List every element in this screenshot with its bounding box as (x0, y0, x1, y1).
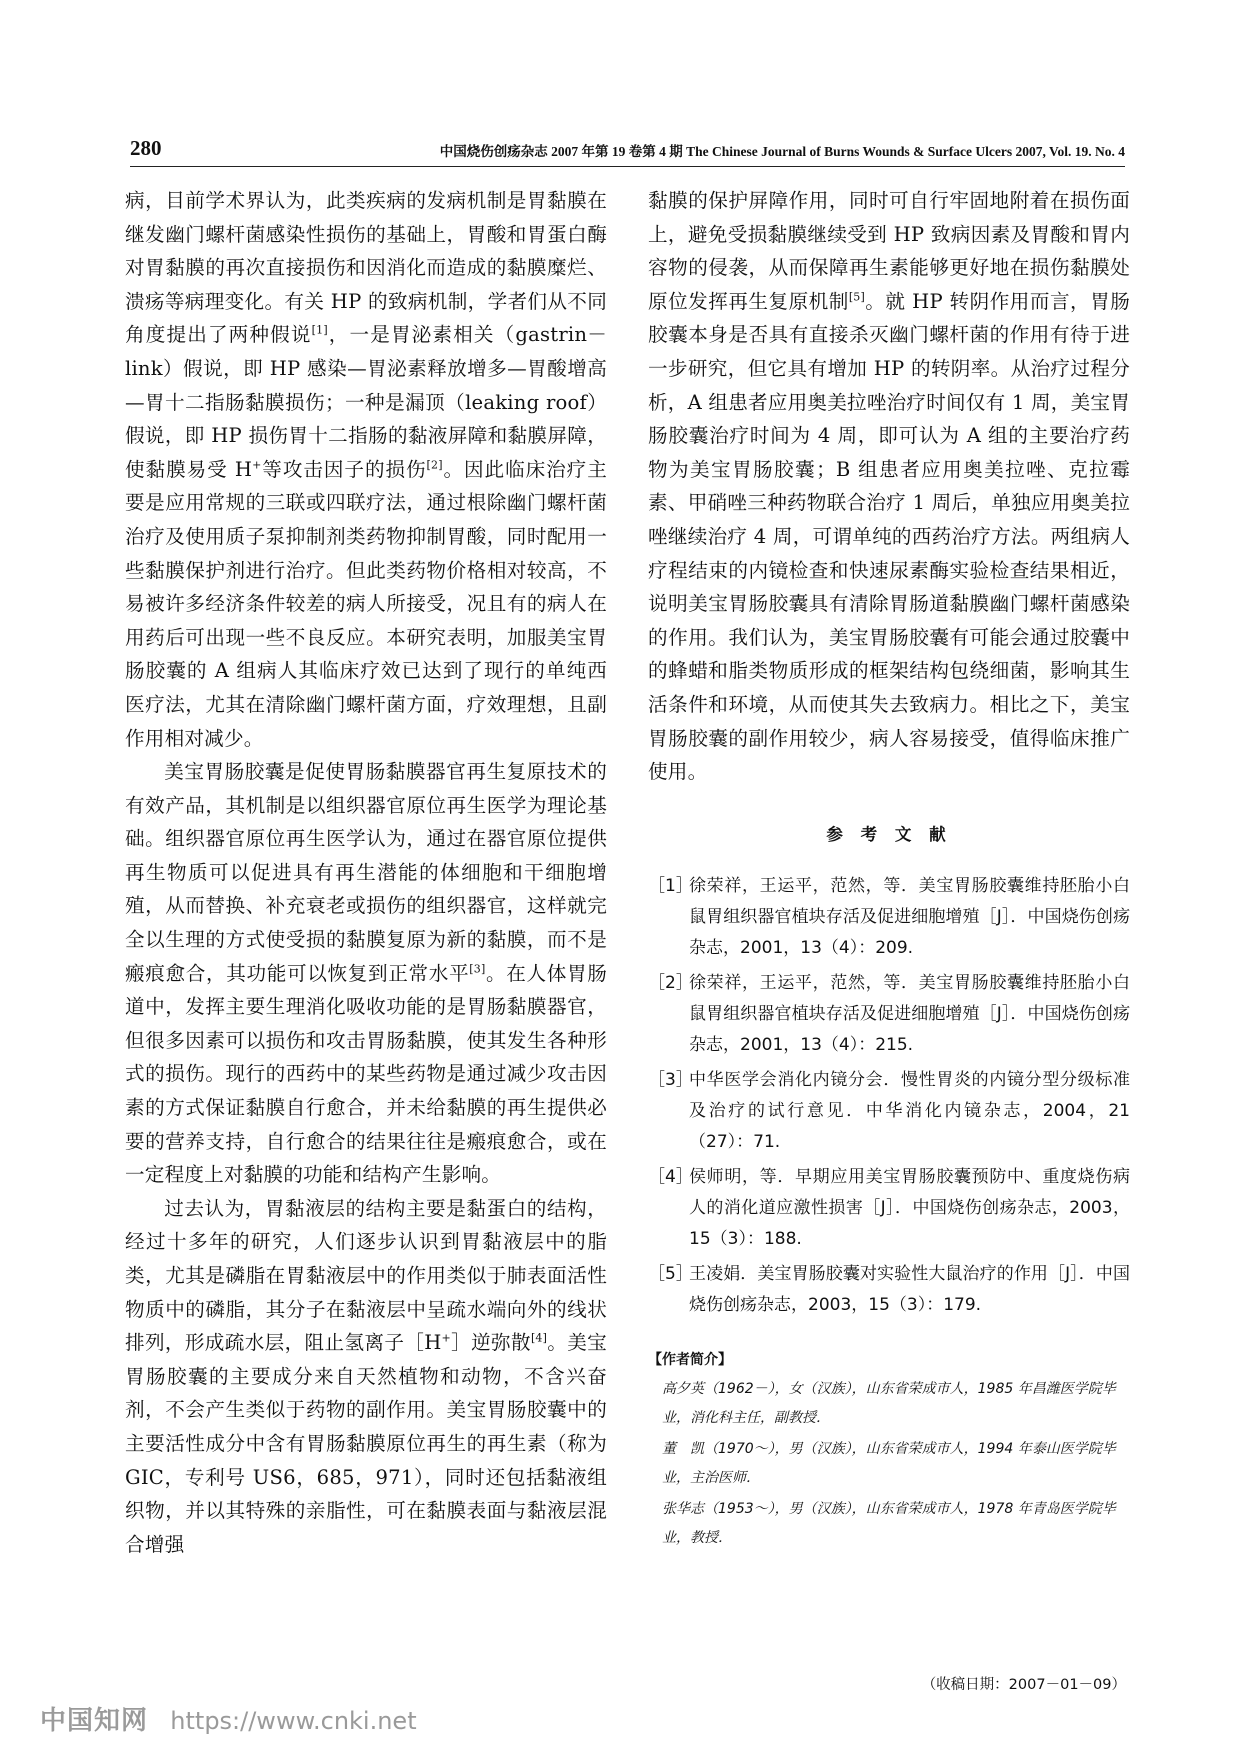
author-introduction (648, 1349, 1130, 1553)
paragraph (125, 755, 607, 1192)
author-intro-title: 【作者简介】 (648, 1351, 732, 1368)
header-rule (130, 166, 1125, 167)
reference-number: ［3］ (648, 1069, 693, 1090)
reference-text: 徐荣祥，王运平，范然，等．美宝胃肠胶囊维持胚胎小白鼠胃组织器官植块存活及促进细胞增殖［J］．中国烧伤创疡杂志，2001，13（4）：209. (689, 875, 1130, 958)
citation-ref: [1] (311, 323, 328, 337)
reference-item (648, 968, 1130, 1061)
text-run: 美宝胃肠胶囊是促使胃肠黏膜器官再生复原技术的有效产品，其机制是以组织器官原位再生医学为理论基础。组织器官原位再生医学认为，通过在器官原位提供再生物质可以促进具有再生潜能的体细胞和干细胞增殖，从而替换、补充衰老或损伤的组织器官，这样就完全以生理的方式使受损的黏膜复原为新的黏膜，而不是瘢痕愈合，其功能可以恢复到正常水平 (125, 760, 607, 985)
text-run: ］逆弥散 (450, 1331, 531, 1355)
cnki-url[interactable]: https://www.cnki.net (170, 1707, 417, 1735)
paragraph (125, 184, 607, 755)
text-run: 等攻击因子的损伤 (261, 457, 427, 481)
text-run: 。在人体胃肠道中，发挥主要生理消化吸收功能的是胃肠黏膜器官，但很多因素可以损伤和攻击胃肠黏膜，使其发生各种形式的损伤。现行的西药中的某些药物是通过减少攻击因素的方式保证黏膜自行愈合，并未给黏膜的再生提供必要的营养支持，自行愈合的结果往往是瘢痕愈合，或在一定程度上对黏膜的功能和结构产生影响。 (125, 961, 607, 1187)
reference-item (648, 1259, 1130, 1321)
reference-text: 王凌娟．美宝胃肠胶囊对实验性大鼠治疗的作用［J］．中国烧伤创疡杂志，2003，15（3）：179. (689, 1263, 1130, 1315)
left-column (125, 184, 607, 1561)
author-bio: 张华志（1953～），男（汉族），山东省荣成市人，1978 年青岛医学院毕业，教授． (662, 1500, 1116, 1546)
citation-ref: [5] (848, 290, 865, 304)
text-run: 过去认为，胃黏液层的结构主要是黏蛋白的结构，经过十多年的研究，人们逐步认识到胃黏液层中的脂类，尤其是磷脂在胃黏液层中的作用类似于肺表面活性物质中的磷脂，其分子在黏液层中呈疏水端向外的线状排列，形成疏水层，阻止氢离子［H (125, 1196, 607, 1355)
received-date: （收稿日期：2007－01－09） (921, 1677, 1126, 1693)
author-bio: 董 凯（1970～），男（汉族），山东省荣成市人，1994 年泰山医学院毕业，主治医师． (662, 1440, 1116, 1486)
reference-item (648, 871, 1130, 964)
citation-ref: [3] (469, 962, 486, 976)
text-run: ，一是胃泌素相关（gastrin－link）假说，即 HP 感染—胃泌素释放增多—胃酸增高—胃十二指肠黏膜损伤；一种是漏顶（leaking roof）假说，即 HP 损伤胃十二指肠的黏液屏障和黏膜屏障，使黏膜易受 H (125, 323, 607, 481)
superscript-plus: + (441, 1331, 451, 1345)
cnki-logo: 中国知网 (40, 1706, 149, 1736)
paragraph (648, 184, 1130, 789)
reference-text: 侯师明，等．早期应用美宝胃肠胶囊预防中、重度烧伤病人的消化道应激性损害［J］．中国烧伤创疡杂志，2003，15（3）：188. (689, 1166, 1130, 1249)
journal-running-title: 中国烧伤创疡杂志 2007 年第 19 卷第 4 期 The Chinese Journal of Burns Wounds & Surface Ulcers 2007, Vol. 19. No. 4 (439, 144, 1125, 159)
reference-number: ［2］ (648, 972, 693, 993)
reference-number: ［5］ (648, 1263, 693, 1284)
text-run: 黏膜的保护屏障作用，同时可自行牢固地附着在损伤面上，避免受损黏膜继续受到 HP 致病因素及胃酸和胃内容物的侵袭，从而保障再生素能够更好地在损伤黏膜处原位发挥再生复原机制 (648, 189, 1130, 313)
reference-number: ［4］ (648, 1166, 693, 1187)
superscript-plus: + (252, 458, 262, 472)
page-number: 280 (130, 136, 162, 160)
reference-number: ［1］ (648, 875, 693, 896)
text-run: 。美宝胃肠胶囊的主要成分来自天然植物和动物，不含兴奋剂，不会产生类似于药物的副作用。美宝胃肠胶囊中的主要活性成分中含有胃肠黏膜原位再生的再生素（称为 GIC，专利号 US6，685，971），同时还包括黏液组织物，并以其特殊的亲脂性，可在黏膜表面与黏液层混合增强 (125, 1331, 607, 1556)
page-header (130, 136, 1125, 162)
text-run: 。就 HP 转阴作用而言，胃肠胶囊本身是否具有直接杀灭幽门螺杆菌的作用有待于进一步研究，但它具有增加 HP 的转阴率。从治疗过程分析，A 组患者应用奥美拉唑治疗时间仅有 1 周，美宝胃肠胶囊治疗时间为 4 周，即可认为 A 组的主要治疗药物为美宝胃肠胶囊；B 组患者应用奥美拉唑、克拉霉素、甲硝唑三种药物联合治疗 1 周后，单独应用奥美拉唑继续治疗 4 周，可谓单纯的西药治疗方法。两组病人疗程结束的内镜检查和快速尿素酶实验检查结果相近，说明美宝胃肠胶囊具有清除胃肠道黏膜幽门螺杆菌感染的作用。我们认为，美宝胃肠胶囊有可能会通过胶囊中的蜂蜡和脂类物质形成的框架结构包绕细菌，影响其生活条件和环境，从而使其失去致病力。相比之下，美宝胃肠胶囊的副作用较少，病人容易接受，值得临床推广使用。 (648, 289, 1130, 784)
right-column (648, 184, 1130, 1693)
reference-list (648, 871, 1130, 1321)
cnki-watermark (40, 1700, 417, 1737)
text-run: 。因此临床治疗主要是应用常规的三联或四联疗法，通过根除幽门螺杆菌治疗及使用质子泵抑制剂类药物抑制胃酸，同时配用一些黏膜保护剂进行治疗。但此类药物价格相对较高，不易被许多经济条件较差的病人所接受，况且有的病人在用药后可出现一些不良反应。本研究表明，加服美宝胃肠胶囊的 A 组病人其临床疗效已达到了现行的单纯西医疗法，尤其在清除幽门螺杆菌方面，疗效理想，且副作用相对减少。 (125, 457, 607, 750)
reference-text: 中华医学会消化内镜分会．慢性胃炎的内镜分型分级标准及治疗的试行意见．中华消化内镜杂志，2004，21（27）：71. (689, 1069, 1130, 1152)
references-title: 参 考 文 献 (826, 824, 952, 844)
citation-ref: [4] (530, 1331, 548, 1345)
paragraph (125, 1192, 607, 1562)
citation-ref: [2] (426, 458, 443, 472)
reference-item (648, 1065, 1130, 1158)
author-bio: 高夕英（1962－），女（汉族），山东省荣成市人，1985 年昌潍医学院毕业，消化科主任，副教授． (662, 1380, 1116, 1426)
reference-item (648, 1162, 1130, 1255)
text-run: 病，目前学术界认为，此类疾病的发病机制是胃黏膜在继发幽门螺杆菌感染性损伤的基础上，胃酸和胃蛋白酶对胃黏膜的再次直接损伤和因消化而造成的黏膜糜烂、溃疡等病理变化。有关 HP 的致病机制，学者们从不同角度提出了两种假说 (125, 189, 607, 347)
reference-text: 徐荣祥，王运平，范然，等．美宝胃肠胶囊维持胚胎小白鼠胃组织器官植块存活及促进细胞增殖［J］．中国烧伤创疡杂志，2001，13（4）：215. (689, 972, 1130, 1055)
